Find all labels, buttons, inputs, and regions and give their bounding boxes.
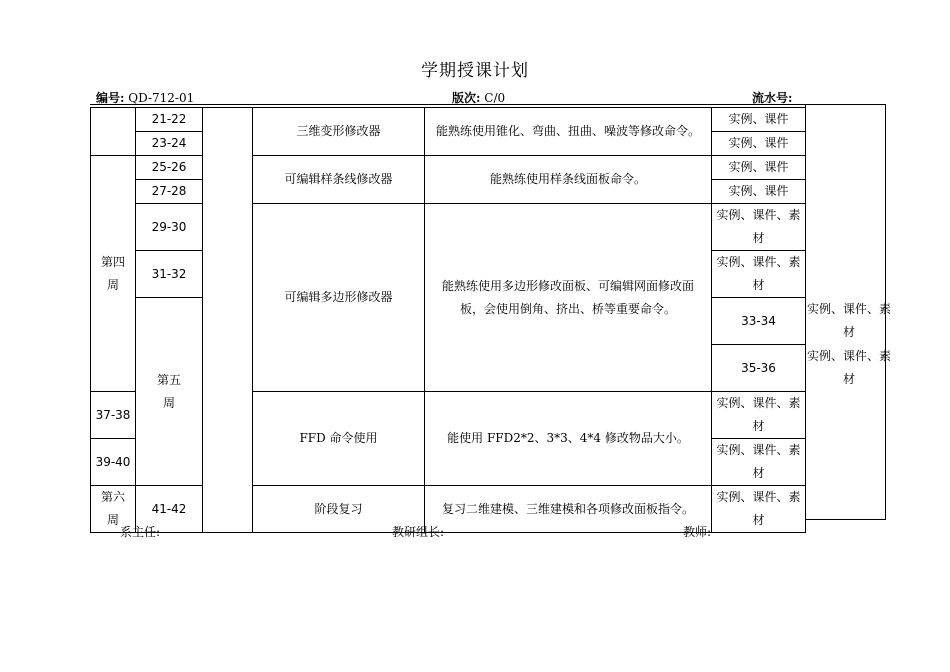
requirement-cell: 能熟练使用锥化、弯曲、扭曲、噪波等修改命令。 (425, 108, 712, 156)
requirement-cell: 能使用 FFD2*2、3*3、4*4 修改物品大小。 (425, 392, 712, 486)
resource-cell: 实例、课件 (712, 132, 806, 156)
week-cell (136, 298, 203, 486)
resource-text: 实例、课件、素材 (716, 443, 801, 480)
resource-cell (712, 251, 806, 298)
week-cell (91, 108, 136, 156)
table-border-outer (885, 104, 886, 520)
topic-cell: 可编辑样条线修改器 (253, 156, 425, 204)
topic-cell: 可编辑多边形修改器 (253, 204, 425, 392)
week-label: 第六周 (101, 490, 126, 527)
topic-cell: 三维变形修改器 (253, 108, 425, 156)
requirement-text: 能熟练使用多边形修改面板、可编辑网面修改面板，会使用倒角、挤出、桥等重要命令。 (441, 278, 694, 316)
resource-cell (712, 486, 806, 533)
resource-cell: 实例、课件 (712, 180, 806, 204)
table-row (91, 108, 806, 132)
doc-version-value: C/0 (484, 91, 506, 105)
resource-text: 实例、课件、素材 (716, 490, 801, 527)
teacher-signature: 教师: (683, 525, 712, 539)
resource-cell (712, 439, 806, 486)
requirement-cell (425, 204, 712, 392)
resource-text: 实例、课件、素材 (716, 255, 801, 292)
resource-text: 实例、课件、素材 (806, 349, 891, 386)
page-title: 学期授课计划 (421, 61, 529, 81)
blank-column (203, 108, 253, 533)
lesson-number: 33-34 (712, 298, 806, 345)
dept-head-signature: 系主任: (120, 525, 161, 539)
lesson-number: 27-28 (136, 180, 203, 204)
table-border-right (805, 104, 806, 520)
requirement-cell: 能熟练使用样条线面板命令。 (425, 156, 712, 204)
lesson-number: 39-40 (91, 439, 136, 486)
doc-serial-label: 流水号: (752, 91, 793, 105)
resource-cell: 实例、课件 (712, 108, 806, 132)
resource-cell: 实例、课件 (712, 156, 806, 180)
resource-text: 实例、课件、素材 (716, 396, 801, 433)
doc-code-value: QD-712-01 (128, 91, 195, 105)
topic-cell: 阶段复习 (253, 486, 425, 533)
lesson-number: 35-36 (712, 345, 806, 392)
week-label: 第四周 (101, 254, 126, 292)
header-rule (90, 104, 885, 105)
week-label: 第五周 (157, 372, 182, 410)
lesson-number: 31-32 (136, 251, 203, 298)
lesson-number: 25-26 (136, 156, 203, 180)
lesson-number: 41-42 (136, 486, 203, 533)
table-border-bottom (805, 519, 885, 520)
week-cell (91, 156, 136, 392)
schedule-table (90, 107, 891, 533)
requirement-cell: 复习二维建模、三维建模和各项修改面板指令。 (425, 486, 712, 533)
table-row (91, 204, 806, 251)
lesson-number: 23-24 (136, 132, 203, 156)
lesson-number: 21-22 (136, 108, 203, 132)
resource-text: 实例、课件、素材 (806, 302, 891, 339)
lesson-number: 37-38 (91, 392, 136, 439)
resource-cell (712, 392, 806, 439)
lesson-number: 29-30 (136, 204, 203, 251)
resource-text: 实例、课件、素材 (716, 208, 801, 245)
table-row (91, 156, 806, 180)
group-head-signature: 教研组长: (392, 525, 445, 539)
doc-code-label: 编号: (96, 91, 125, 105)
topic-cell: FFD 命令使用 (253, 392, 425, 486)
doc-version-label: 版次: (452, 91, 481, 105)
resource-cell (712, 204, 806, 251)
